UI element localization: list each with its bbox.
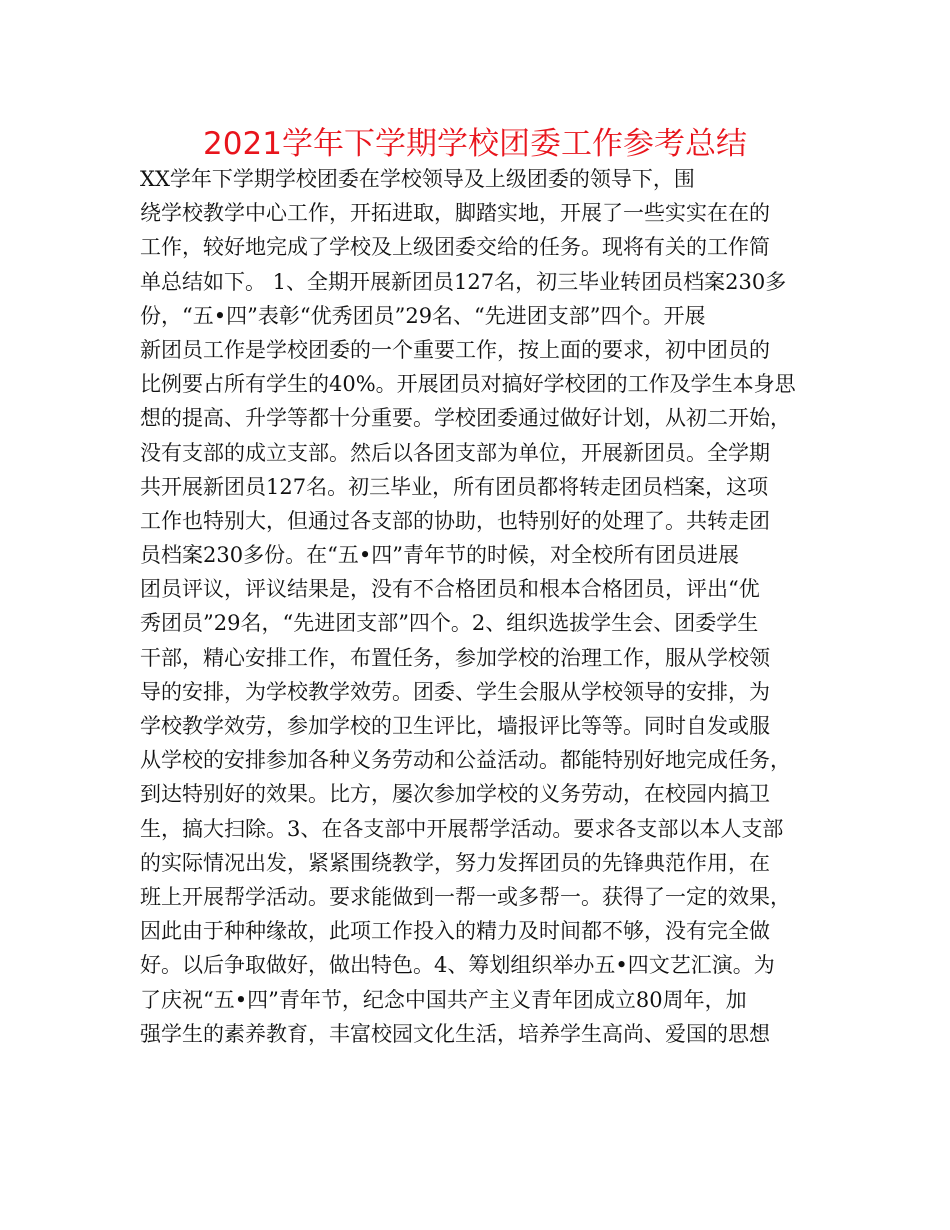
body-line: XX学年下学期学校团委在学校领导及上级团委的领导下，围 [140,167,695,191]
body-line: 工作，较好地完成了学校及上级团委交给的任务。现将有关的工作简 [140,235,770,260]
body-line: 共开展新团员127名。初三毕业，所有团员都将转走团员档案，这项 [140,474,769,499]
body-line: 班上开展帮学活动。要求能做到一帮一或多帮一。获得了一定的效果， [140,884,791,909]
body-line: 单总结如下。 1、全期开展新团员127名，初三毕业转团员档案230多 [140,269,787,294]
body-line: 工作也特别大，但通过各支部的协助，也特别好的处理了。共转走团 [140,508,770,533]
body-line: 想的提高、升学等都十分重要。学校团委通过做好计划，从初二开始， [140,406,791,431]
body-line: 份，“五•四”表彰“优秀团员”29名、“先进团支部”四个。开展 [140,303,706,328]
document-title: 2021学年下学期学校团委工作参考总结 [203,126,747,162]
body-line: 团员评议，评议结果是，没有不合格团员和根本合格团员，评出“优 [140,577,760,602]
document-body [140,162,820,1051]
body-line: 的实际情况出发，紧紧围绕教学，努力发挥团员的先锋典范作用，在 [140,850,770,875]
body-line: 秀团员”29名，“先进团支部”四个。2、组织选拔学生会、团委学生 [140,611,759,636]
body-line: 到达特别好的效果。比方，屡次参加学校的义务劳动，在校园内搞卫 [140,782,770,807]
body-line: 干部，精心安排工作，布置任务，参加学校的治理工作，服从学校领 [140,645,770,670]
body-line: 学校教学效劳，参加学校的卫生评比，墙报评比等等。同时自发或服 [140,714,770,738]
body-line: 绕学校教学中心工作，开拓进取，脚踏实地，开展了一些实实在在的 [140,201,770,226]
body-line: 比例要占所有学生的40%。开展团员对搞好学校团的工作及学生本身思 [140,372,796,397]
body-line: 好。以后争取做好，做出特色。4、筹划组织举办五•四文艺汇演。为 [140,953,775,978]
body-line: 员档案230多份。在“五•四”青年节的时候，对全校所有团员进展 [140,543,739,568]
body-line: 导的安排，为学校教学效劳。团委、学生会服从学校领导的安排，为 [140,679,770,704]
body-line: 生，搞大扫除。3、在各支部中开展帮学活动。要求各支部以本人支部 [140,816,784,841]
body-line: 没有支部的成立支部。然后以各团支部为单位，开展新团员。全学期 [140,440,770,465]
body-line: 强学生的素养教育，丰富校园文化生活，培养学生高尚、爱国的思想 [140,1021,770,1046]
body-line: 新团员工作是学校团委的一个重要工作，按上面的要求，初中团员的 [140,337,770,362]
body-line: 因此由于种种缘故，此项工作投入的精力及时间都不够，没有完全做 [140,919,770,944]
body-line: 了庆祝“五•四”青年节，纪念中国共产主义青年团成立80周年，加 [140,987,747,1012]
body-line: 从学校的安排参加各种义务劳动和公益活动。都能特别好地完成任务， [140,748,791,773]
